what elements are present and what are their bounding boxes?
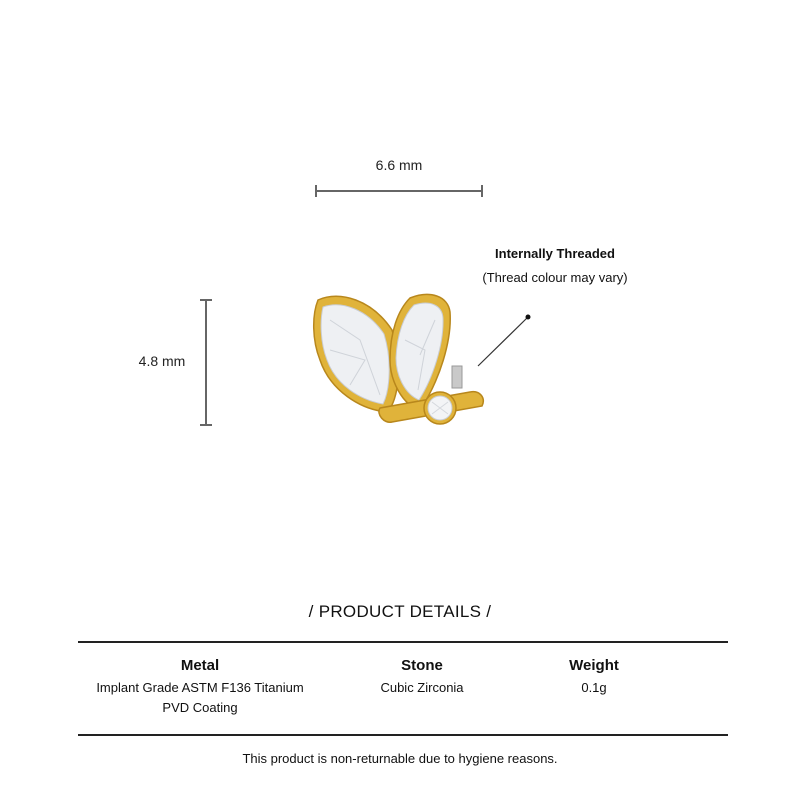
stone-label: Stone	[401, 657, 443, 674]
width-measure-line	[316, 185, 482, 197]
metal-label: Metal	[180, 657, 220, 674]
thread-callout-subtitle: (Thread colour may vary)	[482, 270, 628, 285]
thread-pointer-line	[478, 315, 531, 367]
stone-column	[352, 656, 492, 698]
earring-image	[314, 294, 484, 424]
weight-label: Weight	[569, 657, 619, 674]
height-dimension-label: 4.8 mm	[138, 353, 186, 369]
weight-column	[534, 656, 654, 698]
metal-value-line-1: Implant Grade ASTM F136 Titanium	[96, 680, 304, 695]
weight-value: 0.1g	[581, 680, 607, 695]
height-measure-line	[200, 300, 212, 425]
thread-callout-title: Internally Threaded	[495, 246, 615, 261]
width-dimension-label: 6.6 mm	[375, 157, 423, 173]
stone-value: Cubic Zirconia	[380, 680, 464, 695]
metal-value	[80, 678, 320, 718]
details-bottom-divider	[78, 734, 728, 736]
metal-column	[80, 656, 320, 718]
product-details-heading: / PRODUCT DETAILS /	[308, 602, 492, 621]
metal-value-line-2: PVD Coating	[162, 700, 238, 715]
details-top-divider	[78, 641, 728, 643]
returns-notice: This product is non-returnable due to hygiene reasons.	[242, 751, 558, 766]
